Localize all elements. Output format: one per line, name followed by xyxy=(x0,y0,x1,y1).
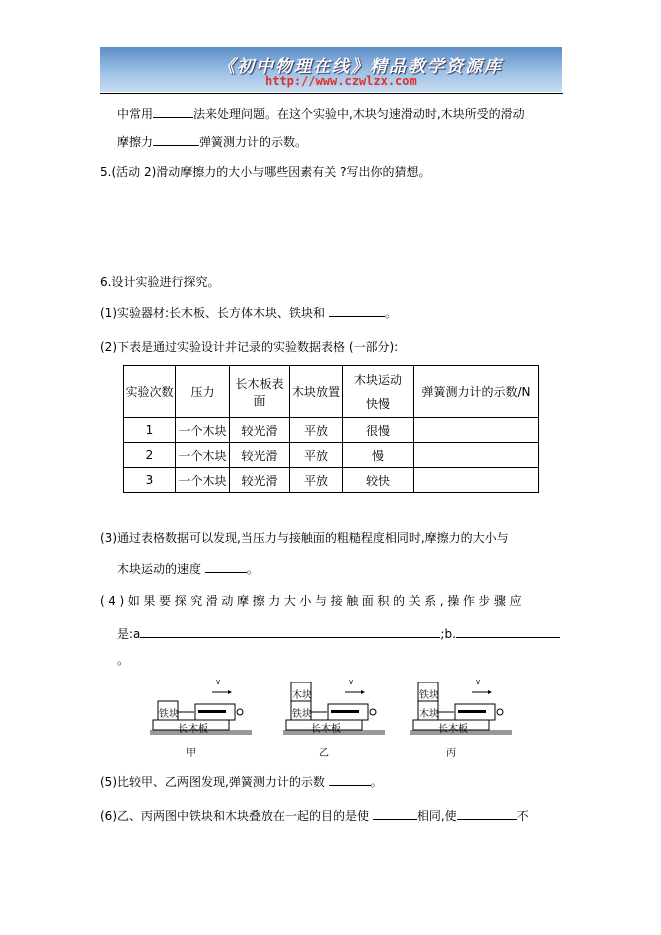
text: 较光滑 xyxy=(230,443,290,468)
text: 。 xyxy=(384,306,397,320)
text: 铁块 xyxy=(419,690,439,701)
q6-3: (3)通过表格数据可以发现,当压力与接触面的粗糙程度相同时,摩擦力的大小与 xyxy=(100,531,509,545)
text: 很慢 xyxy=(343,418,414,443)
text-line xyxy=(117,106,525,121)
header-rule xyxy=(100,93,563,94)
figure-0 xyxy=(150,678,260,759)
text xyxy=(414,418,539,443)
text: 中常用 xyxy=(117,107,154,121)
text: (6)乙、丙两图中铁块和木块叠放在一起的目的是使 xyxy=(100,809,369,823)
text: 压力 xyxy=(176,366,230,418)
figure-caption: 丙 xyxy=(446,748,456,759)
text: 较光滑 xyxy=(230,468,290,493)
q6-2: (2)下表是通过实验设计并记录的实验数据表格 (一部分): xyxy=(100,340,399,354)
figure-caption: 甲 xyxy=(186,748,196,759)
figure-2 xyxy=(410,678,520,759)
text: (5)比较甲、乙两图发现,弹簧测力计的示数 xyxy=(100,775,325,789)
text: 较快 xyxy=(343,468,414,493)
text: 法来处理问题。在这个实验中,木块匀速滑动时,木块所受的滑动 xyxy=(193,107,525,121)
text xyxy=(414,468,539,493)
text: 摩擦力 xyxy=(117,135,154,149)
text: 弹簧测力计的示数/N xyxy=(414,366,539,418)
text: 一个木块 xyxy=(176,418,230,443)
text: 长木板 xyxy=(178,724,208,735)
text: v xyxy=(476,678,481,686)
text: 长木板 xyxy=(311,724,341,735)
text: 铁块 xyxy=(159,709,179,720)
data-table xyxy=(123,365,539,493)
table-row xyxy=(124,418,539,443)
text: 2 xyxy=(124,443,176,468)
text: 木块运动的速度 xyxy=(117,562,202,576)
q6-1 xyxy=(100,305,397,320)
text: 木块 xyxy=(419,709,439,720)
text: v xyxy=(216,678,221,686)
text: 较光滑 xyxy=(230,418,290,443)
text: 平放 xyxy=(290,418,343,443)
text: 1 xyxy=(124,418,176,443)
text: 是:a xyxy=(117,627,141,641)
text: 。 xyxy=(246,562,259,576)
text: 。 xyxy=(370,775,383,789)
text-line xyxy=(117,134,307,149)
text: 长木板表面 xyxy=(230,366,290,418)
text: 平放 xyxy=(290,443,343,468)
q6-4: (4)如果要探究滑动摩擦力大小与接触面积的关系,操作步骤应 xyxy=(100,594,526,608)
text: 慢 xyxy=(343,443,414,468)
text: 木块运动快慢 xyxy=(343,366,414,418)
text: 实验次数 xyxy=(124,366,176,418)
figure-1 xyxy=(283,678,393,759)
q6-6 xyxy=(100,808,529,823)
text: 3 xyxy=(124,468,176,493)
q6-5 xyxy=(100,774,383,789)
header-banner xyxy=(100,47,562,92)
text xyxy=(414,443,539,468)
text: 平放 xyxy=(290,468,343,493)
banner-url: http://www.czwlzx.com xyxy=(265,74,417,88)
table-row xyxy=(124,443,539,468)
text: 一个木块 xyxy=(176,468,230,493)
text-line xyxy=(117,561,259,576)
banner-title: 《初中物理在线》精品教学资源库 xyxy=(218,57,503,77)
text: (1)实验器材:长木板、长方体木块、铁块和 xyxy=(100,306,326,320)
text: 木块 xyxy=(292,690,312,701)
text: 弹簧测力计的示数。 xyxy=(199,135,308,149)
text-line: 。 xyxy=(117,653,130,667)
table-row xyxy=(124,468,539,493)
text-line xyxy=(117,626,560,641)
question-5: 5.(活动 2)滑动摩擦力的大小与哪些因素有关 ?写出你的猜想。 xyxy=(100,165,431,179)
text: 不 xyxy=(516,809,529,823)
figure-caption: 乙 xyxy=(319,748,329,759)
text: v xyxy=(349,678,354,686)
text: 一个木块 xyxy=(176,443,230,468)
text: 长木板 xyxy=(438,724,468,735)
text: 铁块 xyxy=(292,709,312,720)
text: 相同,使 xyxy=(416,809,457,823)
text: ;b. xyxy=(440,627,456,641)
text: 木块放置 xyxy=(290,366,343,418)
question-6: 6.设计实验进行探究。 xyxy=(100,275,220,289)
